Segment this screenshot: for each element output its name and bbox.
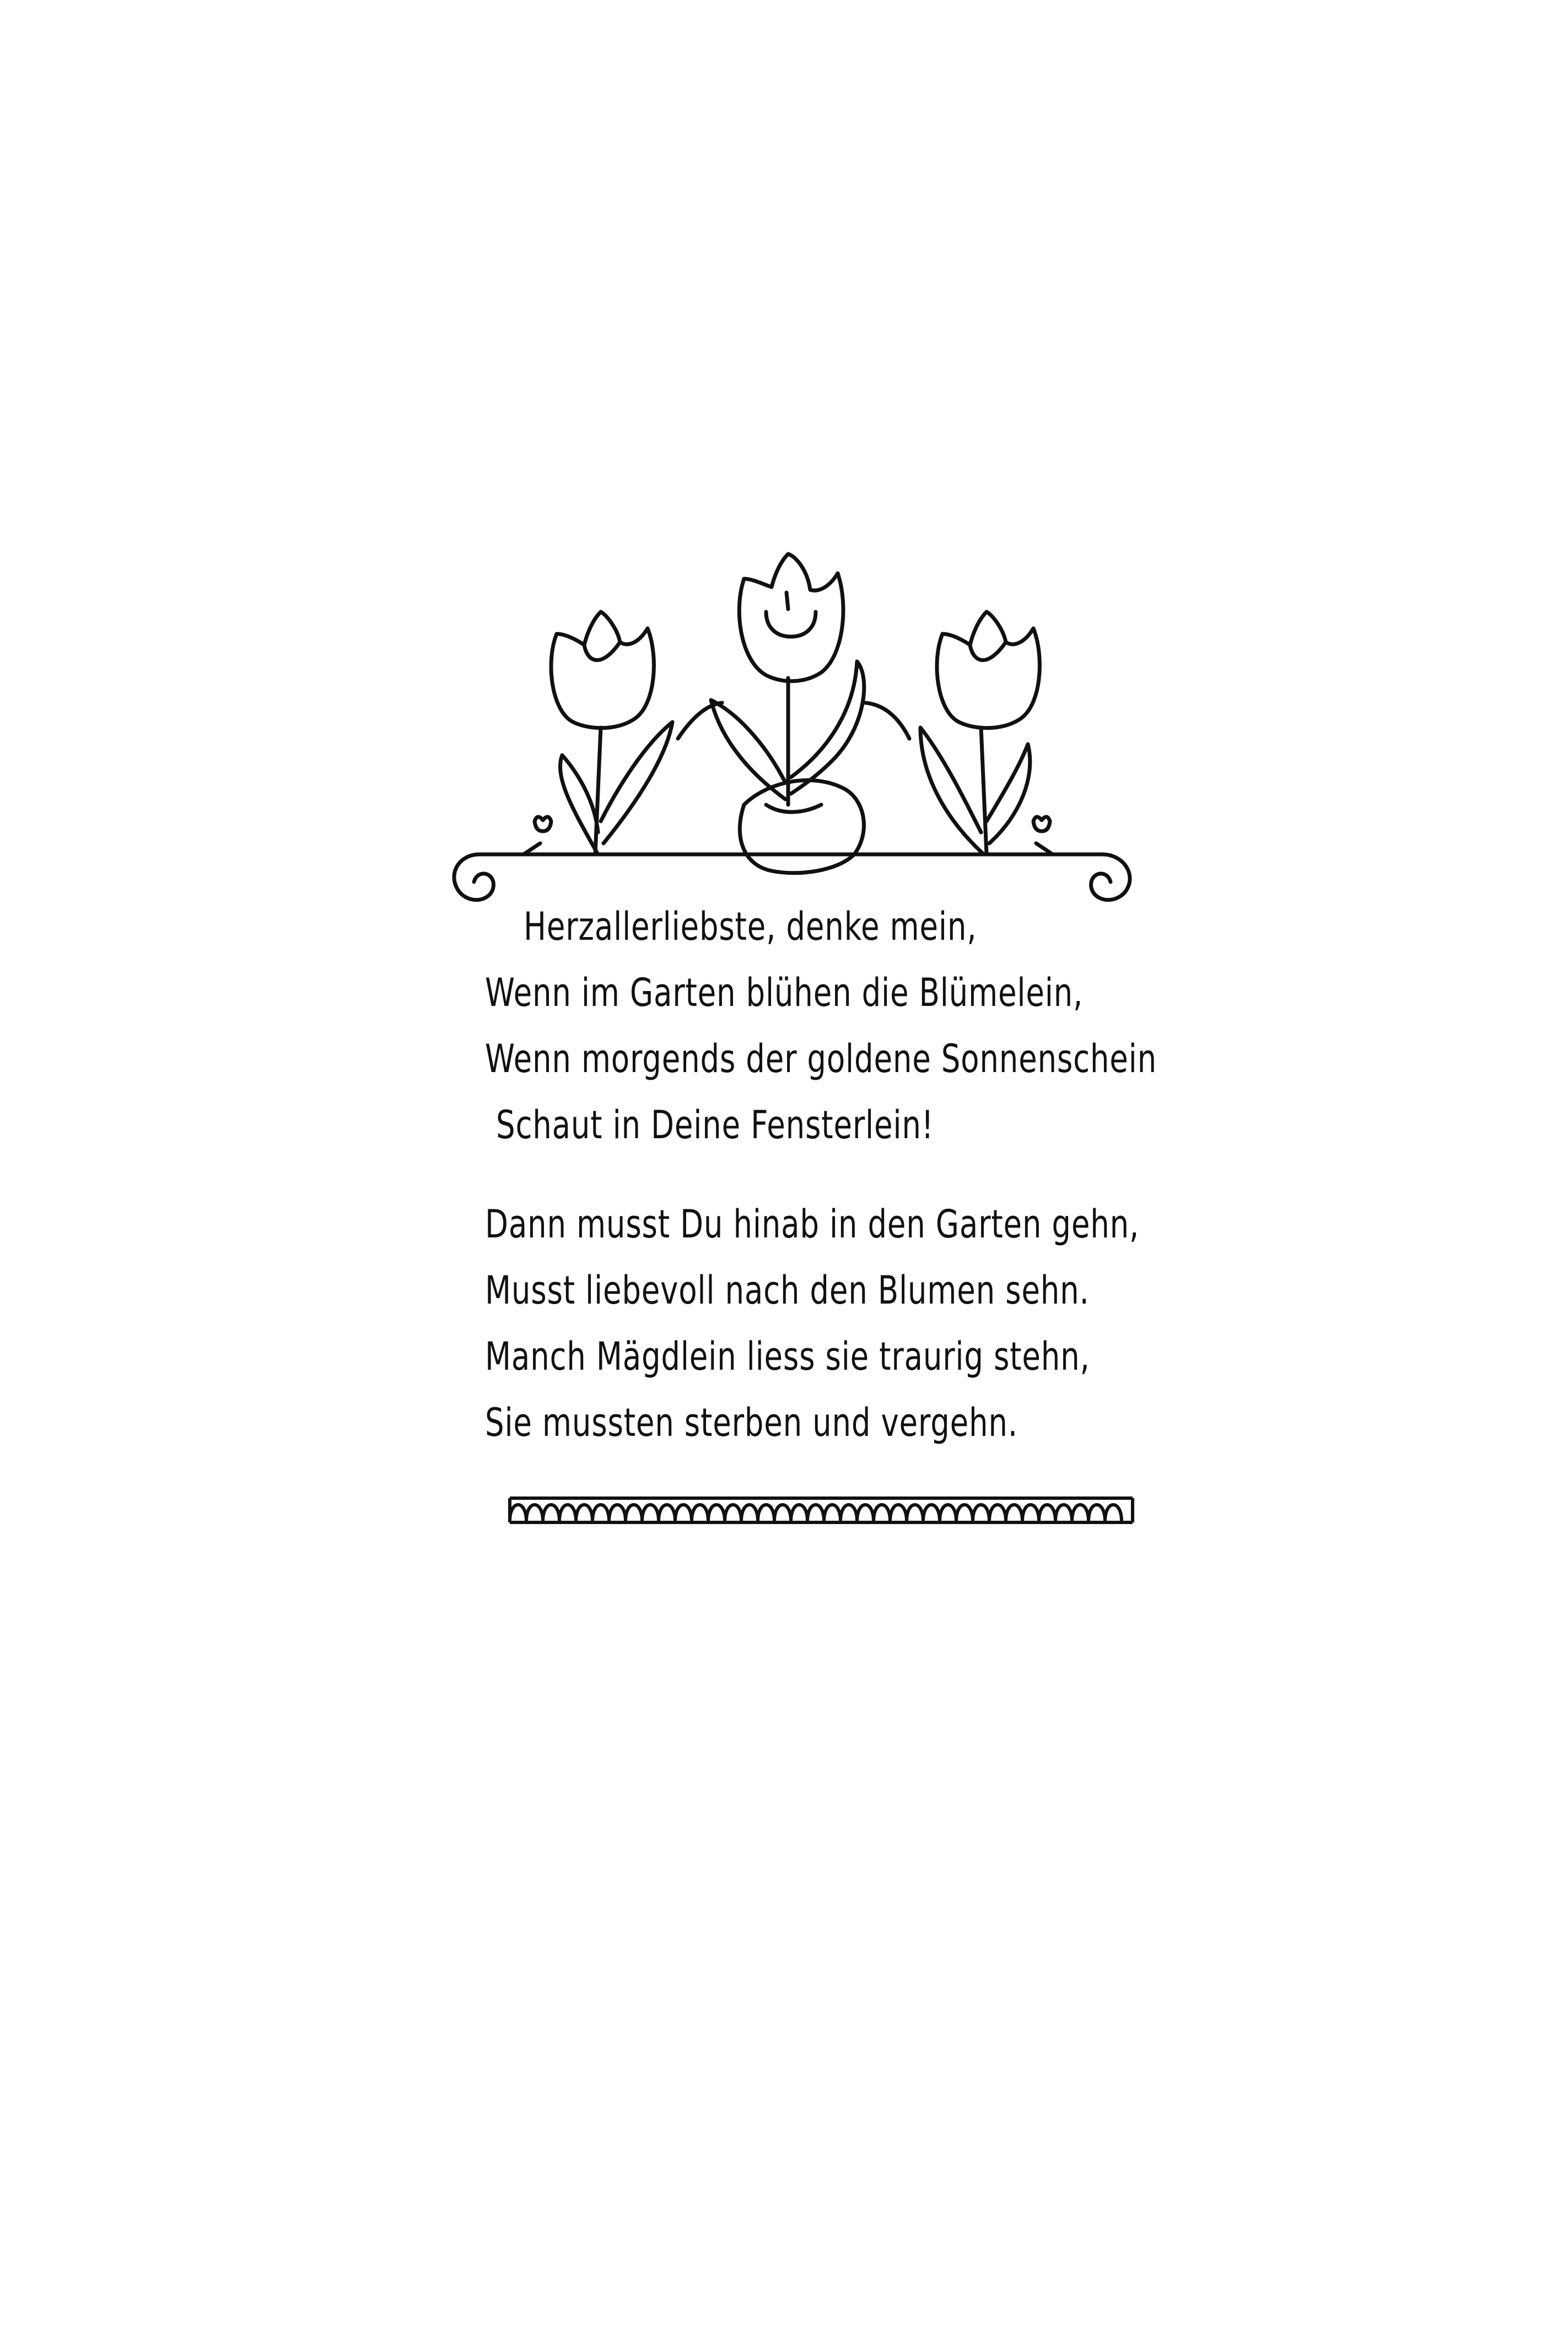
scalloped-border-icon <box>507 1494 1135 1527</box>
tulip-ornament-icon <box>435 546 1152 932</box>
stanza1-line2: Wenn im Garten blühen die Blümelein, <box>485 970 1084 1015</box>
stanza1-line3: Wenn morgends der goldene Sonnenschein <box>485 1036 1157 1081</box>
stanza2-line4: Sie mussten sterben und vergehn. <box>485 1400 1018 1445</box>
stanza2-line2: Musst liebevoll nach den Blumen sehn. <box>485 1268 1090 1313</box>
stanza2-line1: Dann musst Du hinab in den Garten gehn, <box>485 1202 1140 1247</box>
stanza1-line1: Herzallerliebste, denke mein, <box>524 904 977 949</box>
stanza2-line3: Manch Mägdlein liess sie traurig stehn, <box>485 1334 1090 1379</box>
stanza1-line4: Schaut in Deine Fensterlein! <box>496 1102 934 1148</box>
